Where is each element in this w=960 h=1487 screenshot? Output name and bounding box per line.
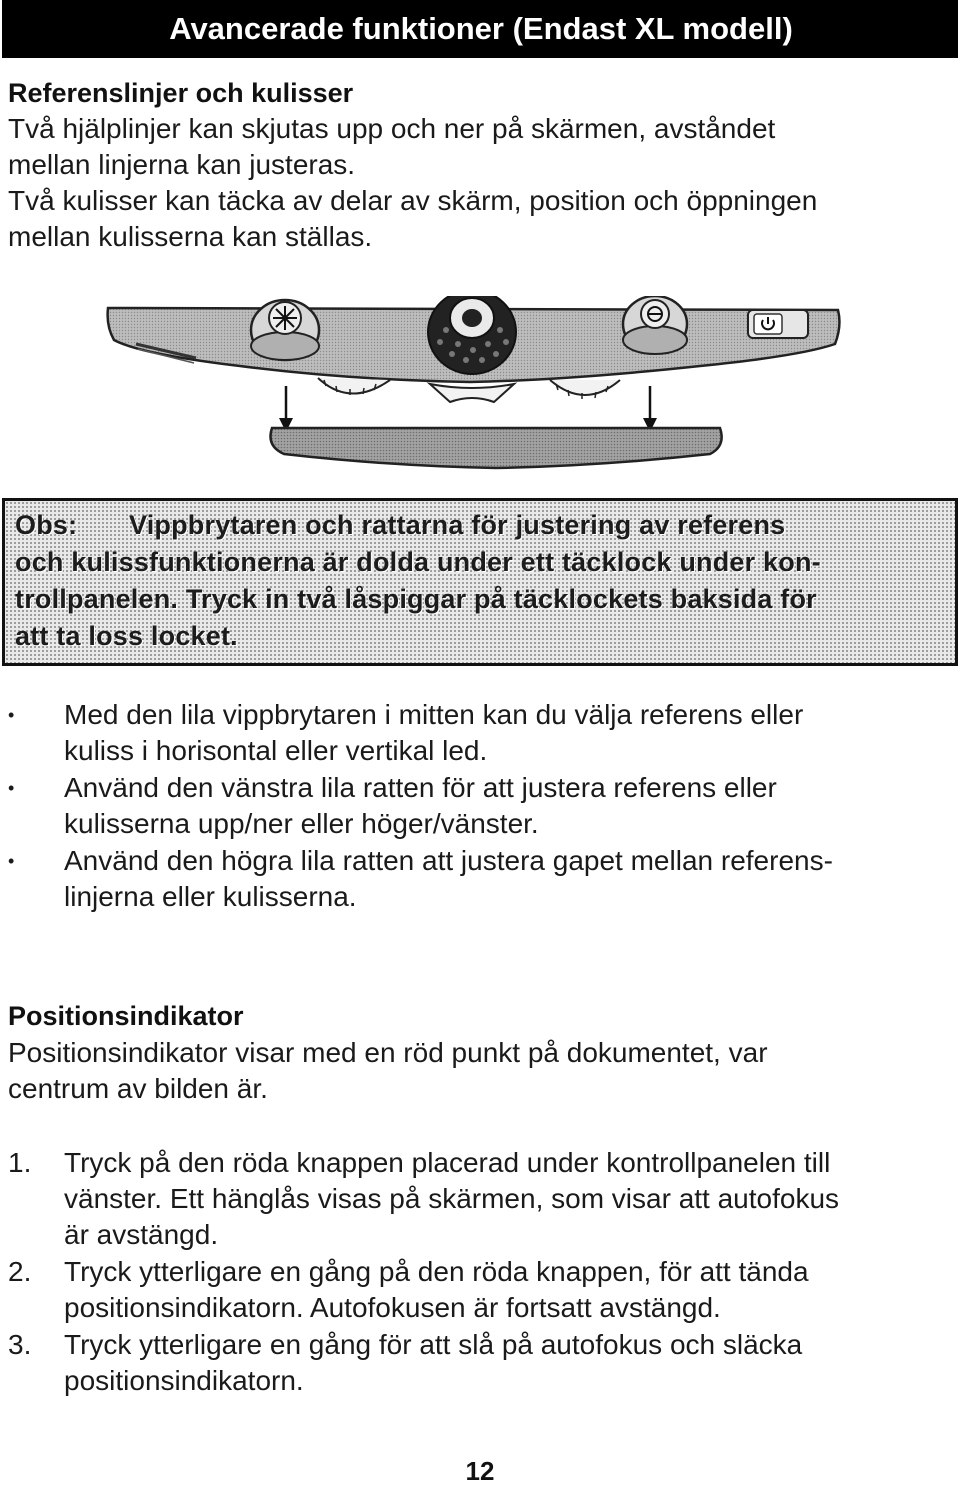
text-line: kulisserna upp/ner eller höger/vänster. <box>64 808 539 839</box>
section-heading-position-indicator: Positionsindikator <box>8 1001 244 1031</box>
step-number: 3. <box>8 1329 32 1360</box>
note-line <box>15 507 945 544</box>
arrow-down-left-icon <box>279 386 293 432</box>
step-item <box>8 1327 948 1399</box>
list-item <box>8 697 948 769</box>
text-line: Tryck ytterligare en gång för att slå på autofokus och släcka <box>64 1329 803 1360</box>
text-line: vänster. Ett hänglås visas på skärmen, som visar att autofokus <box>64 1183 840 1214</box>
arrow-down-right-icon <box>643 386 657 432</box>
section2-paragraph <box>8 1035 948 1107</box>
text-line: mellan linjerna kan justeras. <box>8 149 356 180</box>
list-item <box>8 770 948 842</box>
lower-wheel-left-icon <box>318 378 390 395</box>
left-knob-icon <box>251 300 319 360</box>
step-item <box>8 1254 948 1326</box>
bullet-icon: • <box>8 778 15 798</box>
note-line: trollpanelen. Tryck in två låspiggar på täcklockets baksida för <box>15 584 817 614</box>
bullet-icon: • <box>8 705 15 725</box>
text-line: Positionsindikator visar med en röd punkt på dokumentet, var <box>8 1037 768 1068</box>
section-heading-reference-lines: Referenslinjer och kulisser <box>8 78 354 108</box>
text-line: kuliss i horisontal eller vertikal led. <box>64 735 488 766</box>
text-line: Använd den högra lila ratten att justera gapet mellan referens- <box>64 845 833 876</box>
text-line: positionsindikatorn. <box>64 1365 304 1396</box>
note-line: och kulissfunktionerna är dolda under ett täcklock under kon- <box>15 547 821 577</box>
lower-wheel-center-icon <box>430 384 514 402</box>
note-line: att ta loss locket. <box>15 621 238 651</box>
page-header: Avancerade funktioner (Endast XL modell) <box>2 0 958 58</box>
step-number: 1. <box>8 1147 32 1178</box>
text-line: Tryck på den röda knappen placerad under kontrollpanelen till <box>64 1147 831 1178</box>
text-line: Två kulisser kan täcka av delar av skärm, position och öppningen <box>8 185 818 216</box>
note-text <box>15 507 945 655</box>
step-number: 2. <box>8 1256 32 1287</box>
text-line: positionsindikatorn. Autofokusen är fortsatt avstängd. <box>64 1292 721 1323</box>
text-line: Tryck ytterligare en gång på den röda knappen, för att tända <box>64 1256 809 1287</box>
text-line: mellan kulisserna kan ställas. <box>8 221 373 252</box>
center-knob-icon <box>428 296 516 374</box>
text-line: Använd den vänstra lila ratten för att justera referens eller <box>64 772 777 803</box>
lower-wheel-right-icon <box>550 380 620 399</box>
right-knob-icon <box>623 296 687 354</box>
list-item <box>8 843 948 915</box>
text-line: centrum av bilden är. <box>8 1073 268 1104</box>
text-line: Med den lila vippbrytaren i mitten kan du välja referens eller <box>64 699 804 730</box>
bullet-icon: • <box>8 851 15 871</box>
power-button-icon <box>748 310 808 338</box>
text-line: Två hjälplinjer kan skjutas upp och ner på skärmen, avståndet <box>8 113 776 144</box>
note-box <box>2 498 958 666</box>
section1-paragraph <box>8 111 948 255</box>
text-line: linjerna eller kulisserna. <box>64 881 357 912</box>
text-line: är avstängd. <box>64 1219 219 1250</box>
control-panel-illustration <box>100 296 845 472</box>
note-label: Obs: <box>15 510 78 540</box>
cover-lid <box>271 428 722 468</box>
note-line-text: Vippbrytaren och rattarna för justering av referens <box>129 510 786 540</box>
step-item <box>8 1145 948 1253</box>
page-number: 12 <box>465 1456 495 1486</box>
